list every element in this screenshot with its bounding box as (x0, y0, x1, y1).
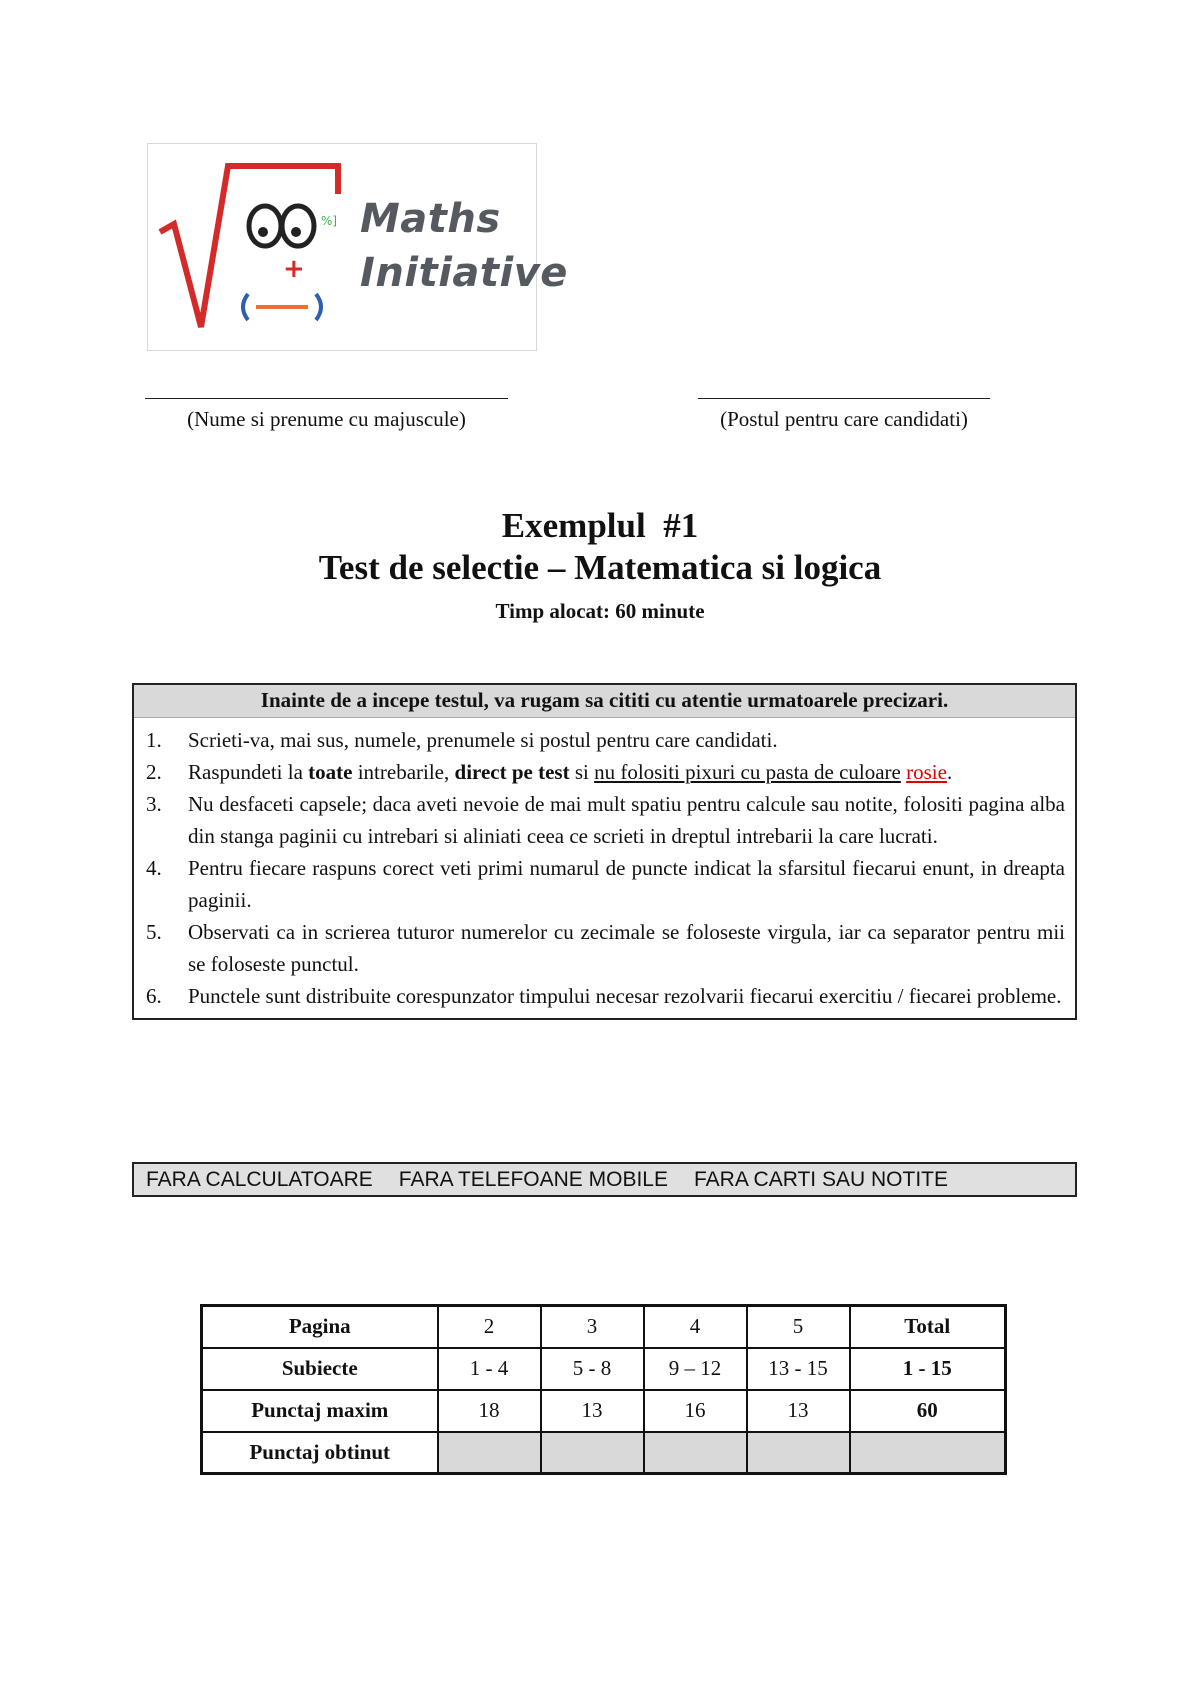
subjects-cell: 13 - 15 (747, 1348, 850, 1390)
obtained-points-cell[interactable] (541, 1432, 644, 1474)
list-item (146, 916, 1065, 980)
table-row (202, 1348, 1006, 1390)
title-block (0, 505, 1200, 624)
post-blank-line[interactable] (698, 398, 990, 399)
page-cell: 5 (747, 1306, 850, 1348)
exam-number-title: Exemplul #1 (501, 506, 699, 545)
instructions-list (134, 718, 1075, 1018)
instructions-heading: Inainte de a incepe testul, va rugam sa cititi cu atentie urmatoarele precizari. (134, 685, 1075, 718)
list-item (146, 756, 1065, 788)
item-number: 1. (146, 728, 162, 752)
name-blank-line[interactable] (145, 398, 508, 399)
square-root-face-icon (148, 144, 538, 352)
list-item (146, 980, 1065, 1012)
item-text: Pentru fiecare raspuns corect veti primi numarul de puncte indicat la sfarsitul fiecarui enunt, in dreapta paginii. (188, 856, 1065, 912)
subjects-cell: 5 - 8 (541, 1348, 644, 1390)
no-books-notice: FARA CARTI SAU NOTITE (694, 1167, 948, 1191)
logo-percent-mark: %] (321, 214, 338, 228)
row-label-obtained-points: Punctaj obtinut (202, 1432, 438, 1474)
instructions-box (132, 683, 1077, 1020)
item-text: Punctele sunt distribuite corespunzator timpului necesar rezolvarii fiecarui exercitiu / fiecarei probleme. (188, 984, 1062, 1008)
red-warning-text: rosie (906, 760, 947, 784)
name-field[interactable] (145, 398, 508, 432)
text-part: . (946, 760, 953, 784)
obtained-points-cell[interactable] (438, 1432, 541, 1474)
total-header: Total (850, 1306, 1006, 1348)
logo-text-maths: Maths (360, 196, 501, 242)
obtained-points-cell[interactable] (747, 1432, 850, 1474)
item-number: 4. (146, 856, 162, 880)
page-cell: 4 (644, 1306, 747, 1348)
subjects-total-cell: 1 - 15 (850, 1348, 1006, 1390)
score-table (200, 1304, 1007, 1475)
restrictions-banner (132, 1162, 1077, 1197)
time-allocated: Timp alocat: 60 minute (495, 599, 705, 623)
max-points-cell: 13 (747, 1390, 850, 1432)
post-caption: (Postul pentru care candidati) (720, 407, 968, 431)
list-item (146, 852, 1065, 916)
item-text: Observati ca in scrierea tuturor numerelor cu zecimale se foloseste virgula, iar ca separator pentru mii se foloseste punctul. (188, 920, 1065, 976)
item-number: 5. (146, 920, 162, 944)
no-calculators-notice: FARA CALCULATOARE (146, 1167, 373, 1191)
subjects-cell: 9 – 12 (644, 1348, 747, 1390)
max-points-cell: 13 (541, 1390, 644, 1432)
max-points-cell: 18 (438, 1390, 541, 1432)
max-points-cell: 16 (644, 1390, 747, 1432)
logo-plus-sign: + (283, 254, 305, 284)
table-row (202, 1432, 1006, 1474)
exam-subject-title: Test de selectie – Matematica si logica (318, 548, 882, 587)
bold-text: direct pe test (454, 760, 570, 784)
item-text (188, 756, 1065, 788)
post-field[interactable] (698, 398, 990, 432)
bold-text: toate (308, 760, 353, 784)
underlined-text: nu folositi pixuri cu pasta de culoare (594, 760, 901, 784)
max-points-total-cell: 60 (850, 1390, 1006, 1432)
item-number: 2. (146, 760, 162, 784)
row-label-subjects: Subiecte (202, 1348, 438, 1390)
page-cell: 2 (438, 1306, 541, 1348)
table-row (202, 1306, 1006, 1348)
text-part: intrebarile, (352, 760, 455, 784)
row-label-page: Pagina (202, 1306, 438, 1348)
table-row (202, 1390, 1006, 1432)
page-cell: 3 (541, 1306, 644, 1348)
item-number: 3. (146, 792, 162, 816)
row-label-max-points: Punctaj maxim (202, 1390, 438, 1432)
list-item (146, 724, 1065, 756)
logo-text-initiative: Initiative (360, 250, 568, 296)
text-part: Raspundeti la (188, 760, 309, 784)
name-caption: (Nume si prenume cu majuscule) (187, 407, 466, 431)
obtained-total-cell[interactable] (850, 1432, 1006, 1474)
text-part: si (569, 760, 595, 784)
maths-initiative-logo (147, 143, 568, 351)
obtained-points-cell[interactable] (644, 1432, 747, 1474)
item-text: Scrieti-va, mai sus, numele, prenumele si postul pentru care candidati. (188, 728, 778, 752)
item-text: Nu desfaceti capsele; daca aveti nevoie de mai mult spatiu pentru calcule sau notite, folositi pagina alba din stanga paginii cu intrebari si aliniati ceea ce scrieti in dreptul intrebarii la care lucrati. (188, 792, 1065, 848)
subjects-cell: 1 - 4 (438, 1348, 541, 1390)
no-phones-notice: FARA TELEFOANE MOBILE (398, 1167, 668, 1191)
list-item (146, 788, 1065, 852)
item-number: 6. (146, 984, 162, 1008)
